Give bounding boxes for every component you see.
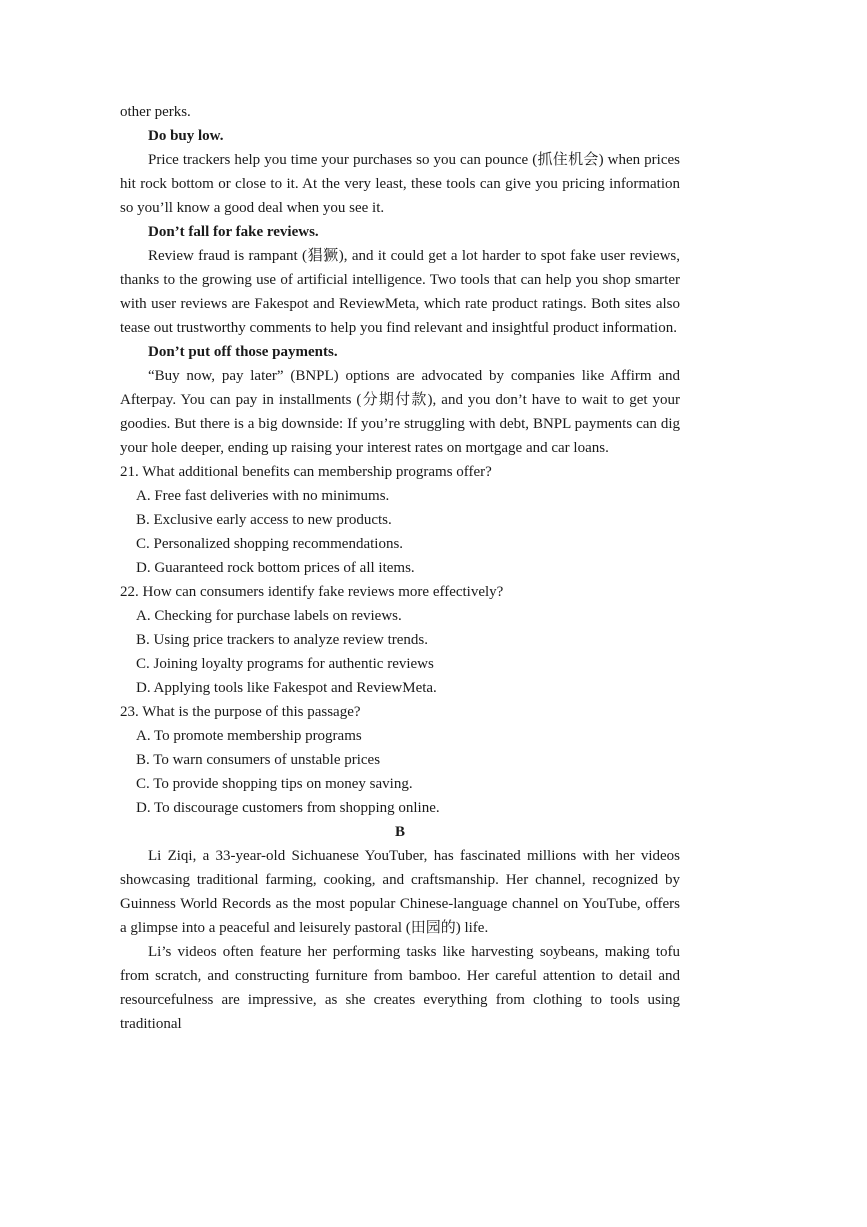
passage-a-body-1: Price trackers help you time your purchases so you can pounce (抓住机会) when prices hit rock bottom or close to it. At the very least, these tools can give you pricing information so you’ll know a good deal when you see it. [120, 152, 680, 216]
question-21-option-b[interactable]: B. Exclusive early access to new products. [136, 512, 392, 528]
passage-a-body-3: “Buy now, pay later” (BNPL) options are advocated by companies like Affirm and Afterpay. You can pay in installments (分期付款), and you don’t have to wait to get your goodies. But there is a big downside: If you’re struggling with debt, BNPL payments can dig your hole deeper, ending up raising your interest rates on mortgage and car loans. [120, 368, 680, 456]
passage-b-paragraph-1: Li Ziqi, a 33-year-old Sichuanese YouTuber, has fascinated millions with her videos showcasing traditional farming, cooking, and craftsmanship. Her channel, recognized by Guinness World Records as the most popular Chinese-language channel on YouTube, offers a glimpse into a peaceful and leisurely pastoral (田园的) life. [120, 848, 680, 936]
question-23-option-b[interactable]: B. To warn consumers of unstable prices [136, 752, 381, 768]
passage-a-heading-1: Do buy low. [148, 128, 224, 144]
passage-a-heading-2: Don’t fall for fake reviews. [148, 224, 319, 240]
question-23-option-c[interactable]: C. To provide shopping tips on money saving. [136, 776, 413, 792]
question-21-option-d[interactable]: D. Guaranteed rock bottom prices of all items. [136, 560, 415, 576]
passage-a-continued-line: other perks. [120, 104, 191, 120]
question-22-option-a[interactable]: A. Checking for purchase labels on reviews. [136, 608, 402, 624]
question-21-option-c[interactable]: C. Personalized shopping recommendations. [136, 536, 404, 552]
question-22-stem: 22. How can consumers identify fake reviews more effectively? [120, 584, 504, 600]
passage-b-paragraph-2: Li’s videos often feature her performing tasks like harvesting soybeans, making tofu from scratch, and constructing furniture from bamboo. Her careful attention to detail and resourcefulness are impressive, as she creates everything from clothing to tools using traditional [120, 944, 680, 1032]
question-23-option-a[interactable]: A. To promote membership programs [136, 728, 362, 744]
question-23-option-d[interactable]: D. To discourage customers from shopping online. [136, 800, 440, 816]
passage-a-body-2: Review fraud is rampant (猖獗), and it could get a lot harder to spot fake user reviews, thanks to the growing use of artificial intelligence. Two tools that can help you shop smarter with user reviews are Fakespot and ReviewMeta, which rate product ratings. Both sites also tease out trustworthy comments to help you find relevant and insightful product information. [120, 248, 680, 336]
question-21-stem: 21. What additional benefits can membership programs offer? [120, 464, 492, 480]
passage-b-section-letter: B [394, 824, 405, 840]
question-22-option-b[interactable]: B. Using price trackers to analyze review trends. [136, 632, 428, 648]
question-22-option-c[interactable]: C. Joining loyalty programs for authentic reviews [136, 656, 434, 672]
question-22-option-d[interactable]: D. Applying tools like Fakespot and ReviewMeta. [136, 680, 437, 696]
question-21-option-a[interactable]: A. Free fast deliveries with no minimums. [136, 488, 390, 504]
page-content-column [120, 100, 680, 1036]
passage-a-heading-3: Don’t put off those payments. [148, 344, 338, 360]
question-23-stem: 23. What is the purpose of this passage? [120, 704, 361, 720]
